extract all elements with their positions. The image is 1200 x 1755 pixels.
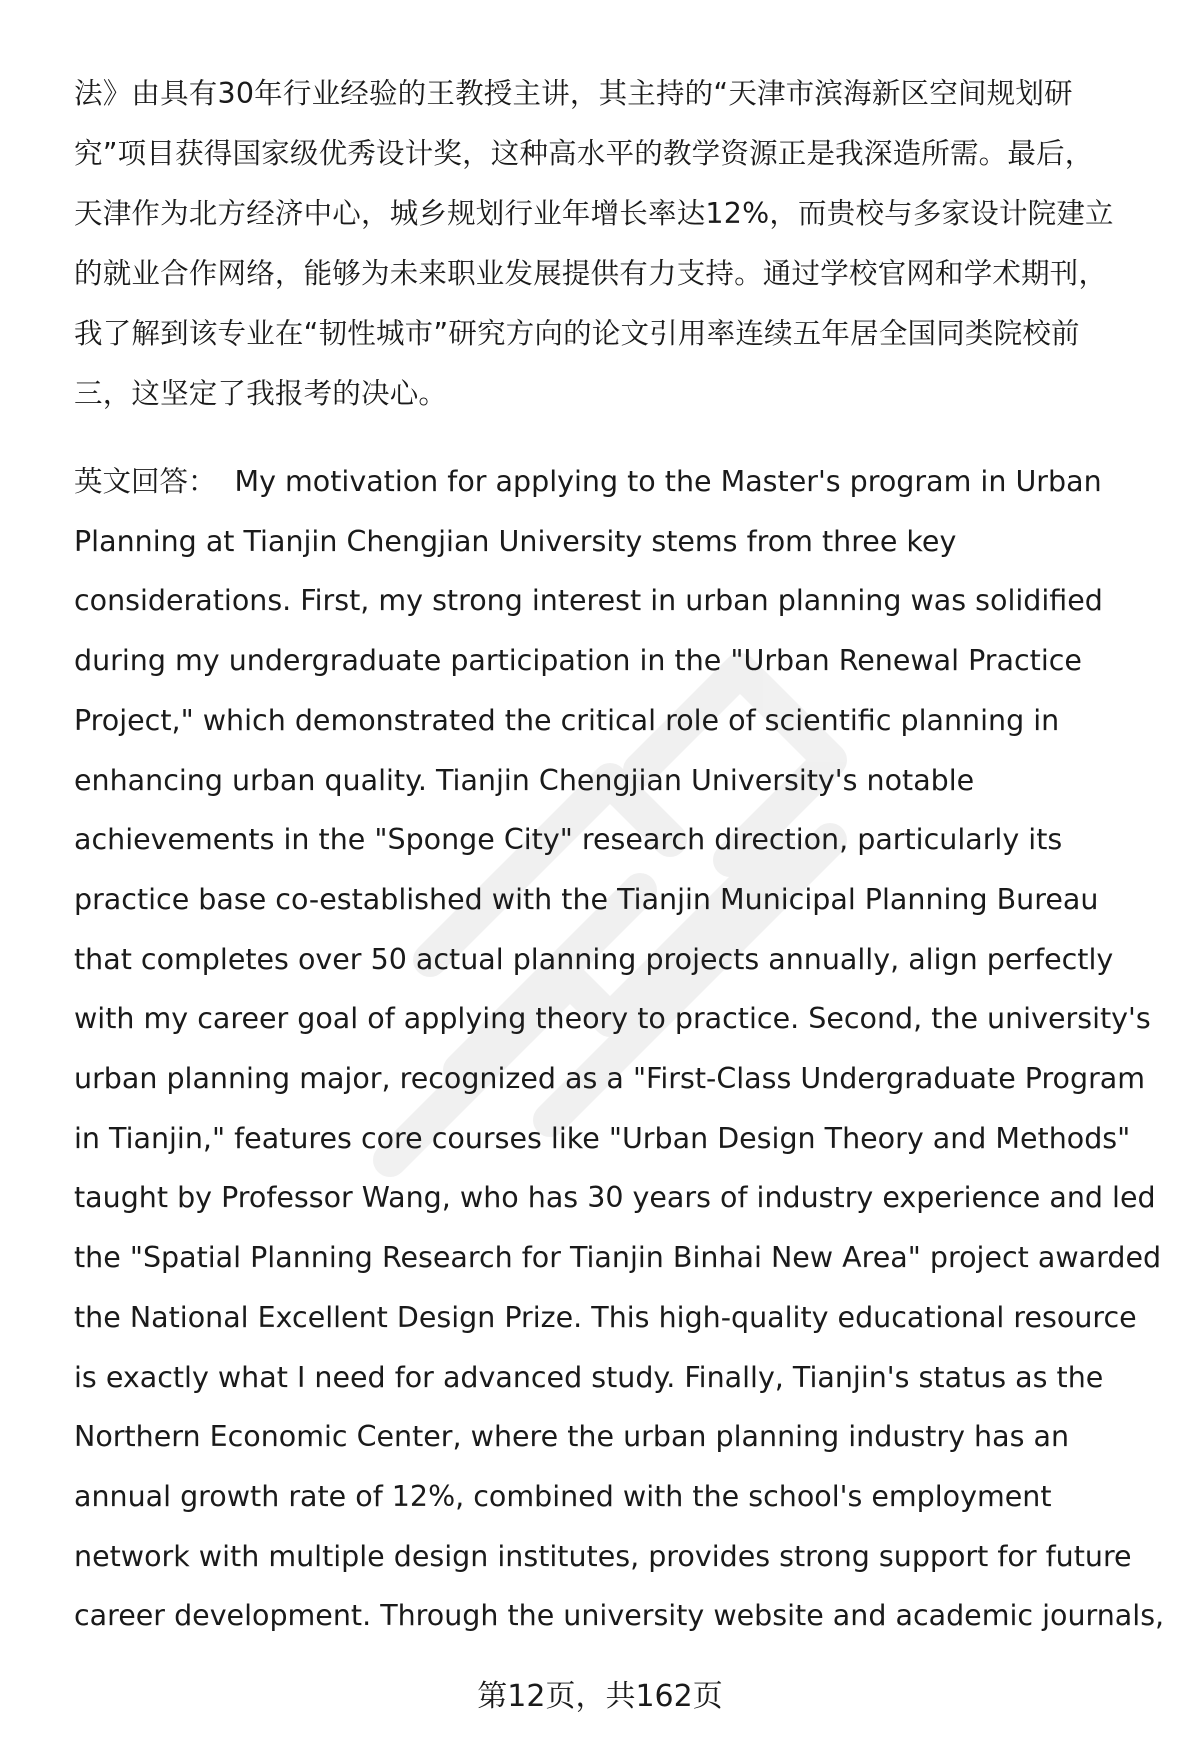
paragraph-line [74, 452, 1166, 512]
page-number-footer: 第12页，共162页 [477, 1679, 723, 1714]
english-answer-paragraph [74, 452, 1166, 1646]
paragraph-line: 的就业合作网络，能够为未来职业发展提供有力支持。通过学校官网和学术期刊， [74, 257, 1108, 290]
paragraph-line-text: My motivation for applying to the Master's program in Urban [234, 465, 1102, 498]
paragraph-line: 究”项目获得国家级优秀设计奖，这种高水平的教学资源正是我深造所需。最后， [74, 137, 1094, 170]
paragraph-line: considerations. First, my strong interest in urban planning was solidified [74, 584, 1103, 618]
paragraph-line: practice base co-established with the Tianjin Municipal Planning Bureau [74, 882, 1099, 916]
paragraph-line: network with multiple design institutes, provides strong support for future [74, 1539, 1132, 1573]
paragraph-line: is exactly what I need for advanced study. Finally, Tianjin's status as the [74, 1360, 1104, 1394]
paragraph-line: achievements in the "Sponge City" research direction, particularly its [74, 823, 1063, 857]
document-body [74, 64, 1166, 1646]
paragraph-line: 我了解到该专业在“韧性城市”研究方向的论文引用率连续五年居全国同类院校前 [74, 317, 1080, 350]
paragraph-line: annual growth rate of 12%, combined with the school's employment [74, 1479, 1052, 1513]
paragraph-line: in Tianjin," features core courses like "Urban Design Theory and Methods" [74, 1121, 1131, 1155]
chinese-answer-paragraph [74, 64, 1166, 424]
paragraph-line: urban planning major, recognized as a "First-Class Undergraduate Program [74, 1062, 1146, 1096]
paragraph-line: 天津作为北方经济中心，城乡规划行业年增长率达12%，而贵校与多家设计院建立 [74, 197, 1114, 230]
english-answer-label: 英文回答： [74, 465, 217, 498]
paragraph-line: career development. Through the university website and academic journals, [74, 1599, 1165, 1633]
paragraph-line: Project," which demonstrated the critical role of scientific planning in [74, 703, 1060, 737]
paragraph-line: taught by Professor Wang, who has 30 years of industry experience and led [74, 1181, 1156, 1215]
paragraph-line: with my career goal of applying theory to practice. Second, the university's [74, 1002, 1151, 1036]
paragraph-line: during my undergraduate participation in the "Urban Renewal Practice [74, 644, 1082, 678]
paragraph-line: 法》由具有30年行业经验的王教授主讲，其主持的“天津市滨海新区空间规划研 [74, 77, 1073, 110]
paragraph-line: the "Spatial Planning Research for Tianjin Binhai New Area" project awarded [74, 1241, 1162, 1275]
paragraph-line: Planning at Tianjin Chengjian University stems from three key [74, 524, 957, 558]
paragraph-line: that completes over 50 actual planning projects annually, align perfectly [74, 942, 1114, 976]
paragraph-line: the National Excellent Design Prize. This high-quality educational resource [74, 1300, 1137, 1334]
paragraph-line: enhancing urban quality. Tianjin Chengjian University's notable [74, 763, 975, 797]
paragraph-line: 三，这坚定了我报考的决心。 [74, 377, 448, 410]
paragraph-line: Northern Economic Center, where the urban planning industry has an [74, 1420, 1070, 1454]
